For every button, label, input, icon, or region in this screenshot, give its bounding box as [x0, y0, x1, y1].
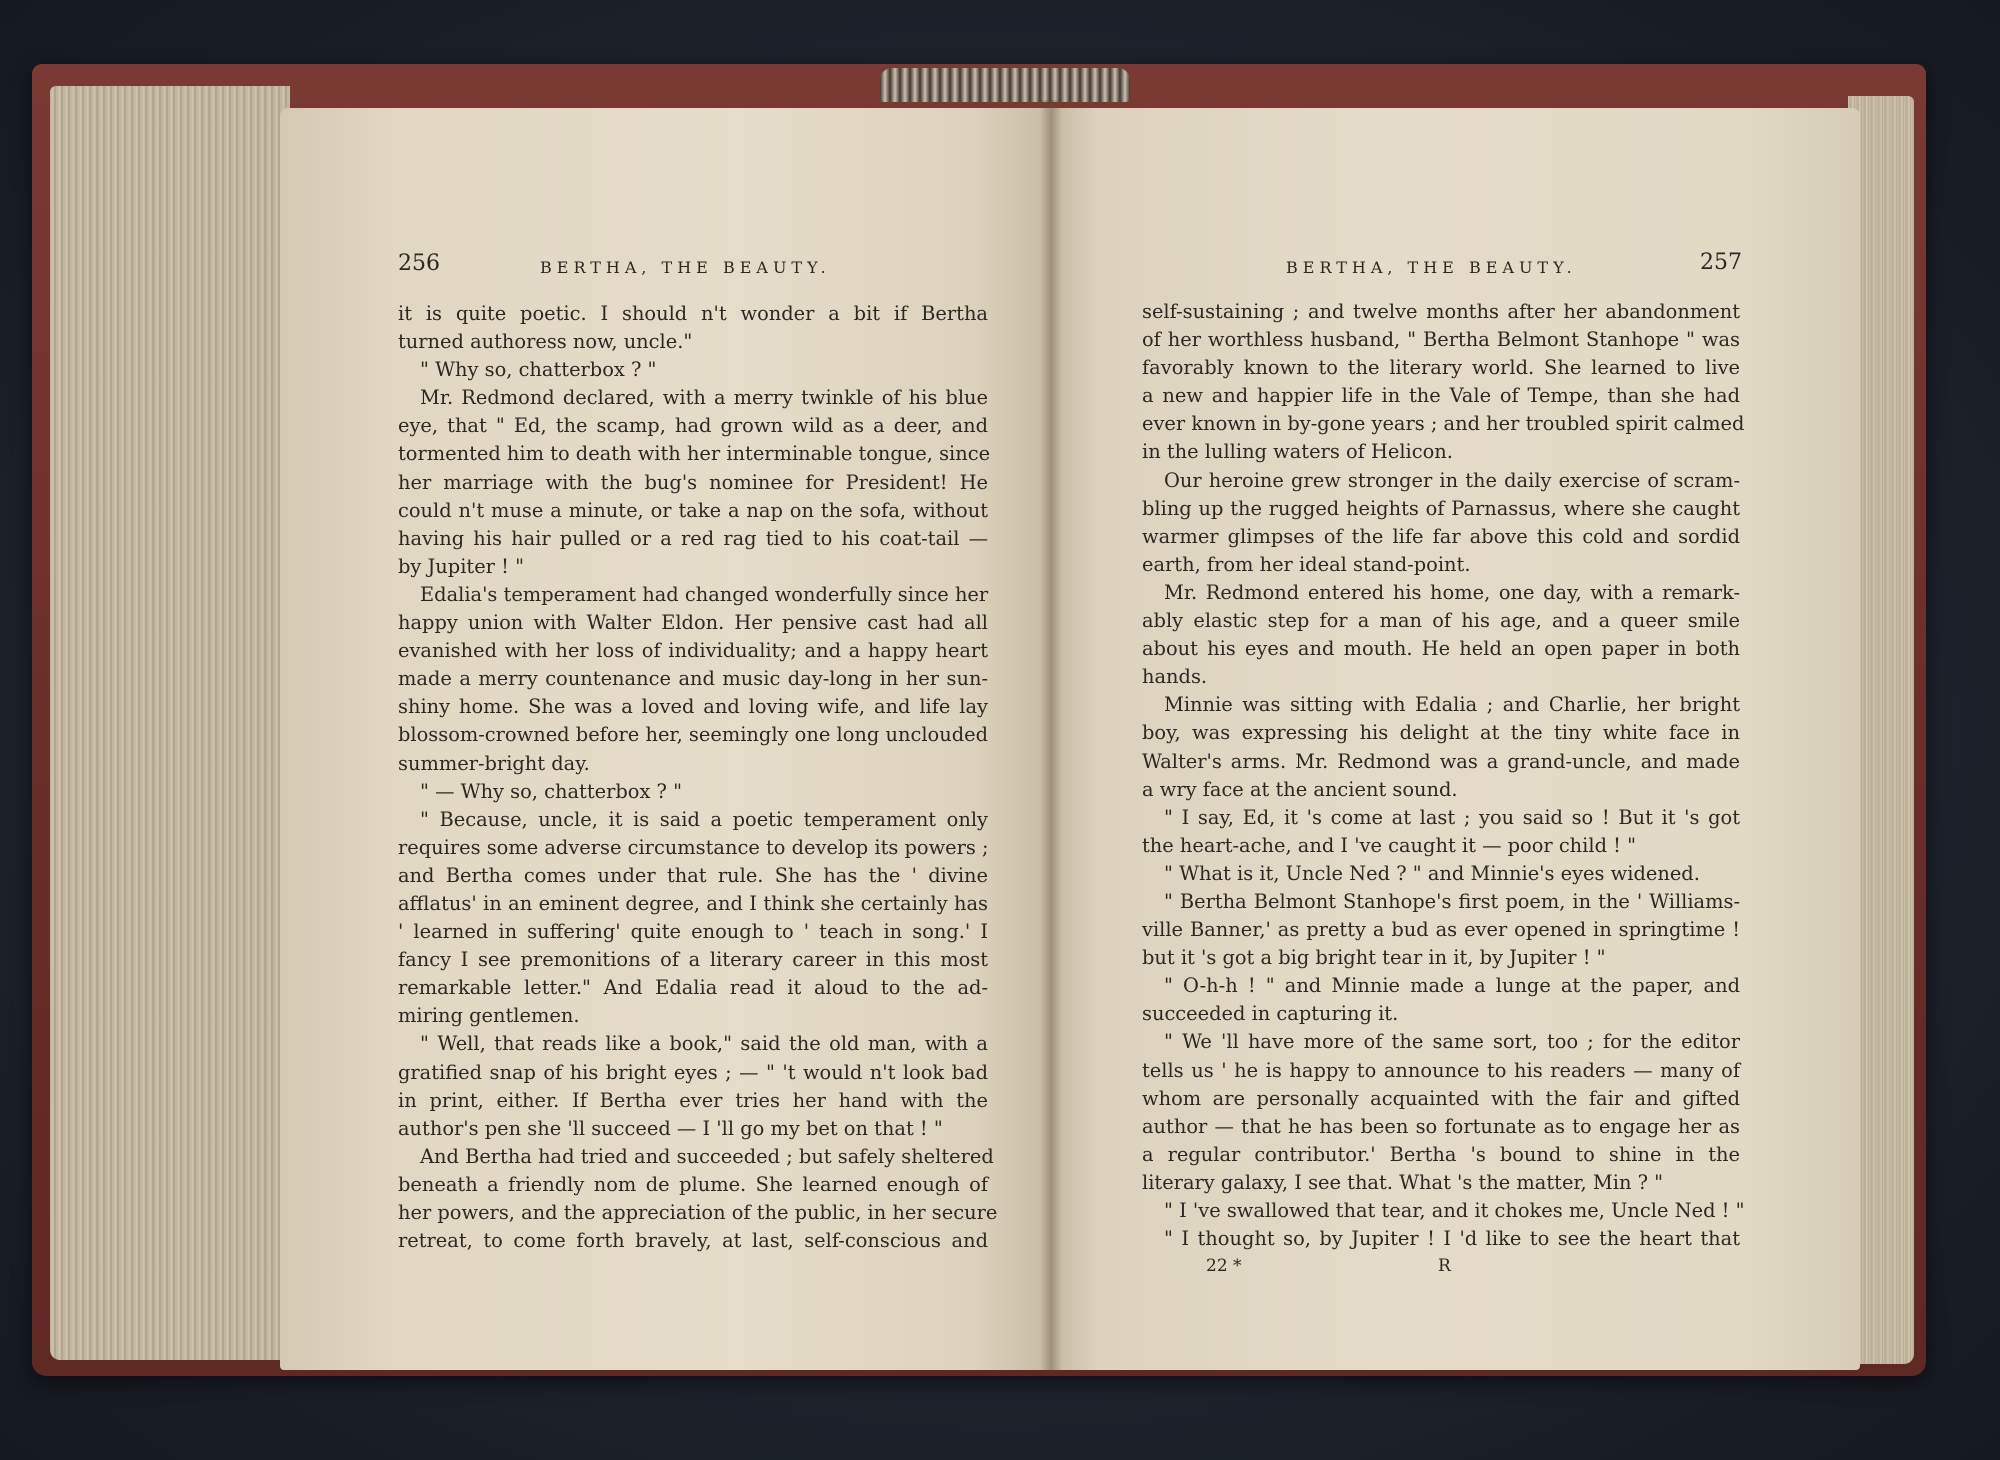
- text-line: could n't muse a minute, or take a nap on the sofa, without: [398, 498, 988, 522]
- text-line: eye, that " Ed, the scamp, had grown wild as a deer, and: [398, 414, 988, 438]
- text-line: " O-h-h ! " and Minnie made a lunge at the paper, and: [1164, 974, 1740, 998]
- text-line: the heart-ache, and I 've caught it — poor child ! ": [1142, 833, 1637, 857]
- text-line: And Bertha had tried and succeeded ; but safely sheltered: [420, 1144, 994, 1168]
- text-line: about his eyes and mouth. He held an open paper in both: [1142, 637, 1740, 661]
- text-line: her powers, and the appreciation of the public, in her secure: [398, 1201, 998, 1224]
- text-line: " Bertha Belmont Stanhope's first poem, in the ' Williams-: [1164, 889, 1740, 913]
- spine-headband: [880, 68, 1130, 102]
- text-line: turned authoress now, uncle.": [398, 330, 693, 354]
- left-running-head: BERTHA, THE BEAUTY.: [540, 258, 831, 277]
- text-line: earth, from her ideal stand-point.: [1142, 552, 1471, 576]
- text-line: in the lulling waters of Helicon.: [1142, 440, 1453, 464]
- text-line: a regular contributor.' Bertha 's bound to shine in the: [1142, 1142, 1740, 1166]
- text-line: in print, either. If Bertha ever tries her hand with the: [398, 1088, 988, 1112]
- text-line: requires some adverse circumstance to develop its powers ;: [398, 835, 989, 859]
- text-line: tells us ' he is happy to announce to his readers — many of: [1142, 1058, 1740, 1082]
- text-line: ably elastic step for a man of his age, and a queer smile: [1142, 609, 1740, 633]
- text-line: succeeded in capturing it.: [1142, 1002, 1399, 1026]
- text-line: a new and happier life in the Vale of Tempe, than she had: [1142, 384, 1740, 408]
- left-page-number: 256: [398, 251, 440, 276]
- text-line: Mr. Redmond entered his home, one day, with a remark-: [1164, 580, 1740, 604]
- text-line: summer-bright day.: [398, 751, 590, 775]
- right-page: [1050, 108, 1860, 1370]
- text-line: ' learned in suffering' quite enough to ' teach in song.' I: [398, 920, 988, 944]
- text-line: evanished with her loss of individuality; and a happy heart: [398, 639, 988, 663]
- text-line: miring gentlemen.: [398, 1004, 580, 1028]
- text-line: happy union with Walter Eldon. Her pensive cast had all: [398, 611, 988, 635]
- text-line: Our heroine grew stronger in the daily exercise of scram-: [1164, 468, 1740, 492]
- text-line: " Because, uncle, it is said a poetic temperament only: [420, 807, 988, 831]
- text-line: " — Why so, chatterbox ? ": [420, 779, 683, 803]
- text-line: having his hair pulled or a red rag tied to his coat-tail —: [398, 526, 988, 550]
- text-line: warmer glimpses of the life far above this cold and sordid: [1142, 524, 1740, 548]
- text-line: " I say, Ed, it 's come at last ; you said so ! But it 's got: [1164, 805, 1740, 829]
- signature-mark-letter: R: [1438, 1256, 1451, 1276]
- book-gutter: [1040, 100, 1062, 1370]
- text-line: " We 'll have more of the same sort, too ; for the editor: [1164, 1030, 1740, 1054]
- text-line: literary galaxy, I see that. What 's the matter, Min ? ": [1142, 1170, 1664, 1194]
- signature-mark-number: 22 *: [1206, 1256, 1242, 1276]
- text-line: by Jupiter ! ": [398, 554, 524, 578]
- text-line: remarkable letter." And Edalia read it aloud to the ad-: [398, 976, 988, 1000]
- text-line: but it 's got a big bright tear in it, by Jupiter ! ": [1142, 946, 1606, 970]
- text-line: author — that he has been so fortunate as to engage her as: [1142, 1114, 1740, 1138]
- text-line: bling up the rugged heights of Parnassus, where she caught: [1142, 496, 1740, 520]
- text-line: Mr. Redmond declared, with a merry twinkle of his blue: [420, 386, 988, 410]
- text-line: Minnie was sitting with Edalia ; and Charlie, her bright: [1164, 693, 1740, 717]
- text-line: shiny home. She was a loved and loving wife, and life lay: [398, 695, 988, 719]
- right-page-text: [1142, 298, 1745, 1253]
- text-line: gratified snap of his bright eyes ; — " 't would n't look bad: [398, 1060, 988, 1084]
- right-page-number: 257: [1700, 250, 1742, 275]
- text-line: blossom-crowned before her, seemingly one long unclouded: [398, 723, 988, 747]
- text-line: a wry face at the ancient sound.: [1142, 777, 1458, 801]
- left-page: [280, 108, 1050, 1370]
- text-line: beneath a friendly nom de plume. She learned enough of: [398, 1172, 988, 1196]
- text-line: it is quite poetic. I should n't wonder a bit if Bertha: [398, 302, 988, 325]
- text-line: author's pen she 'll succeed — I 'll go my bet on that ! ": [398, 1116, 943, 1140]
- text-line: afflatus' in an eminent degree, and I think she certainly has: [398, 891, 988, 915]
- text-line: and Bertha comes under that rule. She has the ' divine: [398, 863, 988, 887]
- text-line: self-sustaining ; and twelve months after her abandonment: [1142, 300, 1740, 323]
- text-line: hands.: [1142, 665, 1208, 689]
- text-line: " What is it, Uncle Ned ? " and Minnie's eyes widened.: [1164, 861, 1700, 885]
- text-line: " Well, that reads like a book," said the old man, with a: [420, 1032, 988, 1056]
- text-line: " I thought so, by Jupiter ! I 'd like to see the heart that: [1164, 1227, 1740, 1251]
- text-line: favorably known to the literary world. She learned to live: [1142, 356, 1740, 380]
- text-line: fancy I see premonitions of a literary career in this most: [398, 948, 988, 972]
- text-line: her marriage with the bug's nominee for President! He: [398, 470, 988, 494]
- left-page-header: [280, 108, 1050, 277]
- text-line: boy, was expressing his delight at the tiny white face in: [1142, 721, 1740, 745]
- text-line: ville Banner,' as pretty a bud as ever opened in springtime !: [1142, 918, 1740, 942]
- left-page-text: [398, 300, 998, 1255]
- text-line: tormented him to death with her interminable tongue, since: [398, 442, 991, 466]
- right-running-head: BERTHA, THE BEAUTY.: [1286, 258, 1577, 277]
- text-line: " Why so, chatterbox ? ": [420, 358, 657, 382]
- text-line: of her worthless husband, " Bertha Belmont Stanhope " was: [1142, 328, 1740, 352]
- text-line: Walter's arms. Mr. Redmond was a grand-uncle, and made: [1142, 749, 1740, 773]
- text-line: made a merry countenance and music day-long in her sun-: [398, 667, 988, 691]
- right-page-header: [1050, 108, 1860, 277]
- left-page-edges: [50, 86, 290, 1360]
- text-line: " I 've swallowed that tear, and it chokes me, Uncle Ned ! ": [1164, 1199, 1745, 1222]
- text-line: whom are personally acquainted with the fair and gifted: [1142, 1086, 1740, 1110]
- text-line: retreat, to come forth bravely, at last, self-conscious and: [398, 1229, 988, 1253]
- text-line: ever known in by-gone years ; and her troubled spirit calmed: [1142, 412, 1745, 436]
- text-line: Edalia's temperament had changed wonderfully since her: [420, 582, 989, 606]
